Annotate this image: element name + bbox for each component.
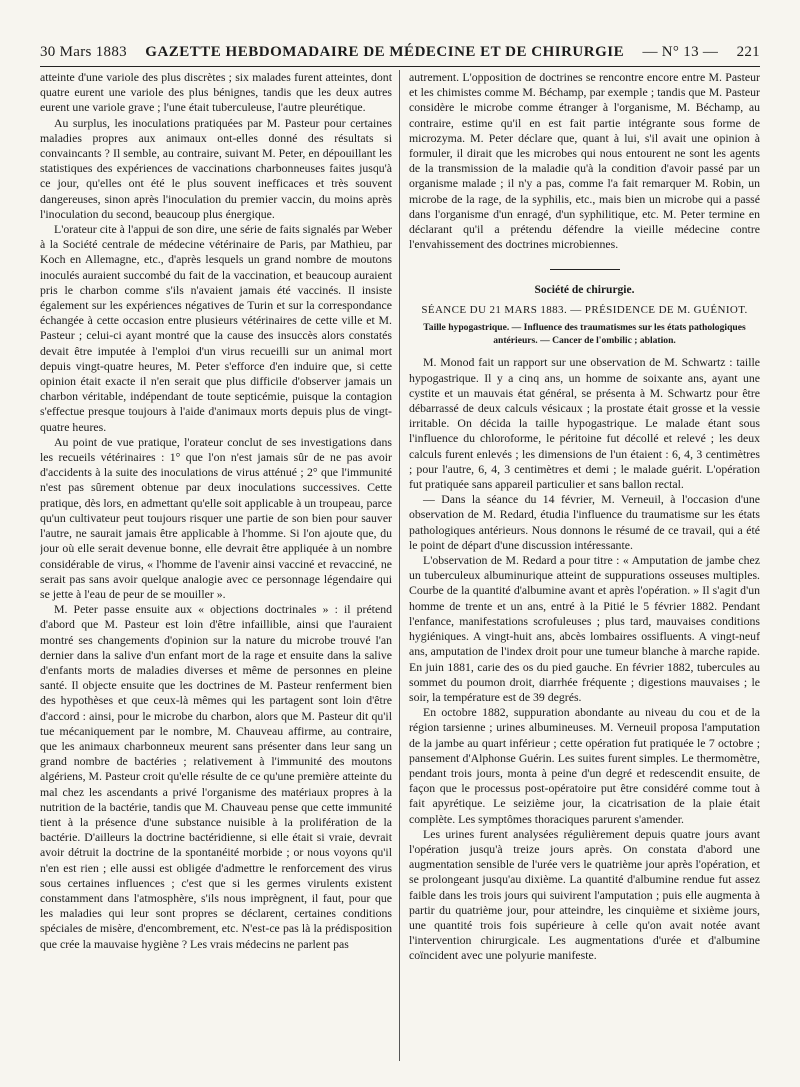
page-number: 221 [736, 44, 760, 60]
section-separator [550, 269, 620, 270]
paragraph: En octobre 1882, suppuration abondante au niveau du cou et de la région tarsienne ; urines albumineuses. M. Verneuil proposa l'amputation de la jambe au quart inférieur ; cette opération fut pratiquée le 7 octobre ; pansement d'Alphonse Guérin. Les suites furent simples. Le thermomètre, pendant trois jours, monta à peine d'un degré et redescendit ensuite, de façon que le processus post-opératoire put être considéré comme tout à fait apyrétique. Le seizième jour, la cicatrisation de la plaie était complète. Les symptômes thoraciques parurent s'amender. [409, 705, 760, 826]
section-title: Société de chirurgie. [534, 284, 635, 297]
page-header [40, 44, 760, 61]
paragraph: L'orateur cite à l'appui de son dire, une série de faits signalés par Weber à la Société centrale de médecine vétérinaire de Paris, par Mathieu, par Koch en Allemagne, etc., d'après lesquels un grand nombre de moutons inoculés auraient succombé du fait de la vaccination, et beaucoup auraient pris le charbon comme s'ils n'avaient jamais été vaccinés. Il insiste également sur les expériences négatives de Turin et sur la correspondance échangée à cette occasion entre plusieurs vétérinaires de cette ville et M. Pasteur ; celui-ci ayant montré que la cause des insuccès alors constatés devait être imputée à l'emploi d'un virus recueilli sur un animal mort depuis vingt-quatre heures, M. Peter s'efforce d'en induire que, si cette opinion était exacte il n'en serait que plus difficile d'observer jamais un charbon véritable, indépendant de toute septicémie, puisque la contagion s'effectue presque toujours à l'aide d'animaux morts depuis plus de vingt-quatre heures. [40, 222, 392, 434]
paragraph: Au surplus, les inoculations pratiquées par M. Pasteur pour certaines maladies propres aux animaux ont-elles donné des résultats si convaincants ? Il semble, au contraire, suivant M. Peter, en dépouillant les statistiques des expériences de vaccinations charbonneuses faites jusqu'à ce jour, qu'elles ont été le plus souvent inefficaces et très souvent dangereuses, sinon après l'inoculation du premier vaccin, du moins après l'inoculation du second, beaucoup plus énergique. [40, 115, 392, 221]
session-summary: Taille hypogastrique. — Influence des traumatismes sur les états pathologiques antérieurs. — Cancer de l'ombilic ; ablation. [423, 322, 746, 346]
left-column [40, 70, 400, 1061]
text-columns [40, 70, 760, 1061]
paragraph: M. Monod fait un rapport sur une observation de M. Schwartz : taille hypogastrique. Il y a cinq ans, un homme de soixante ans, ayant une cystite et un mauvais état général, se présenta à M. Schwartz pour être débarrassé de deux calculs vésicaux ; la prostate était grosse et la vessie irritable. On décida la taille hypogastrique. Le malade étant sous l'influence du chloroforme, le péritoine fut décollé et relevé ; les deux calculs furent enlevés ; les dimensions de l'un étaient : 6, 4, 3 centimètres ; pour l'autre, 6, 4, 3 centimètres et demi ; le malade guérit. L'opération fut pratiquée sans appareil particulier et sans ballon rectal. [409, 355, 760, 492]
session-line: SÉANCE DU 21 MARS 1883. — PRÉSIDENCE DE M. GUÉNIOT. [421, 304, 748, 317]
journal-title: GAZETTE HEBDOMADAIRE DE MÉDECINE ET DE CHIRURGIE [145, 44, 625, 60]
header-rule [40, 66, 760, 67]
issue-number: — N° 13 — [642, 44, 719, 60]
paragraph: — Dans la séance du 14 février, M. Verneuil, à l'occasion d'une observation de M. Redard, étudia l'influence du traumatisme sur les états pathologiques antérieurs. Nous donnons le résumé de ce travail, qui a été le point de départ d'une discussion intéressante. [409, 492, 760, 552]
right-column [400, 70, 760, 1061]
paragraph: Les urines furent analysées régulièrement depuis quatre jours avant l'opération jusqu'à treize jours après. On constata d'abord une augmentation sensible de l'urée vers le quatrième jour après l'opération, et se prolongeant jusqu'au dixième. La quantité d'albumine rendue fut assez faible dans les trois jours qui suivirent l'amputation ; puis elle augmenta à partir du quatrième jour, pour atteindre, les cinquième et sixième jours, une quantité trois fois supérieure à celle qu'on avait notée avant l'intervention chirurgicale. Les augmentations d'urée et d'albumine coïncident avec une polyurie manifeste. [409, 826, 760, 963]
header-date: 30 Mars 1883 [40, 44, 127, 60]
paragraph: atteinte d'une variole des plus discrètes ; six malades furent atteintes, dont quatre eurent une variole des plus bénignes, tandis que les deux autres eurent une variole grave ; l'une était tuberculeuse, l'autre pleurétique. [40, 70, 392, 115]
paragraph: Au point de vue pratique, l'orateur conclut de ses investigations dans les recueils vétérinaires : 1° que l'on n'est jamais sûr de ne pas avoir d'accidents à la suite des inoculations de virus atténué ; 2° que l'immunité n'est pas sûrement obtenue par deux inoculations successives. Cette pratique, dès lors, en admettant qu'elle soit applicable à un troupeau, parce qu'un cultivateur peut toujours risquer une partie de son bien pour sauver l'autre, ne saurait jamais être applicable à l'homme. Si l'on ajoute que, du jour où elle serait devenue bonne, elle devrait être appliquée à un nombre considérable de virus, « l'homme de l'avenir ainsi vacciné et revacciné, ne serait pas sans avoir quelque analogie avec ce personnage légendaire qui se jette à l'eau de peur de se mouiller ». [40, 434, 392, 601]
paragraph: L'observation de M. Redard a pour titre : « Amputation de jambe chez un tuberculeux albuminurique atteint de suppurations osseuses multiples. Courbe de la quantité d'albumine avant et après l'opération. » Il s'agit d'un homme de trente et un ans, entré à la Pitié le 5 février 1882. Pendant l'enfance, manifestations scrofuleuses ; plus tard, mauvaises conditions hygiéniques. A vingt-huit ans, abcès lombaires ossifluents. A vingt-neuf ans, amputation de l'index droit pour une tumeur blanche à marche rapide. En juin 1881, carie des os du pied gauche. En février 1882, tubercules au sommet du poumon droit, diarrhée fréquente ; digestions mauvaises ; le soir, la température est de 39 degrés. [409, 553, 760, 704]
paragraph: M. Peter passe ensuite aux « objections doctrinales » : il prétend d'abord que M. Pasteur est loin d'être infaillible, ainsi que l'auraient montré ses changements d'opinion sur la nature du microbe trouvé l'an dernier dans la salive d'un enfant mort de la rage et ensuite dans la salive d'enfants morts de maladies diverses et même de personnes en pleine santé. Il objecte ensuite que les doctrines de M. Pasteur renferment bien des hypothèses et que ceux-là mêmes qui les partagent sont loin d'être d'accord : ainsi, pour le microbe du charbon, alors que M. Pasteur dit qu'il tue mécaniquement par le nombre, M. Chauveau affirme, au contraire, que les animaux charbonneux meurent sans présenter dans leur sang un grand nombre de bactéries ; relativement à l'immunité des moutons algériens, M. Pasteur croit qu'elle résulte de ce qu'une première atteinte du mal chez les ascendants a privé l'organisme des matériaux propres à la nutrition de la bactérie, tandis que M. Chauveau pense que cette immunité tient à la présence d'une substance nuisible à la prolifération de la bactérie. D'ailleurs la doctrine bactéridienne, si elle était si vraie, devrait avoir détruit la doctrine de la spontanéité morbide ; or nous voyons qu'il n'en est rien ; elle aussi est obligée d'admettre le renforcement des virus sous certaines influences ; c'est que si les germes virulents existent constamment dans l'atmosphère, s'ils nous imprègnent, il faut, pour que les maladies qui leur sont propres se déclarent, certaines conditions spéciales de misère, d'encombrement, etc. N'est-ce pas là la prédisposition que crée la mauvaise hygiène ? Les vrais médecins ne parlent pas [40, 602, 392, 951]
paragraph: autrement. L'opposition de doctrines se rencontre encore entre M. Pasteur et les chimistes comme M. Béchamp, par exemple ; tandis que M. Pasteur considère le microbe comme étranger à l'organisme, M. Béchamp, au contraire, estime qu'il en est fait partie intégrante sous forme de microzyma. M. Peter déclare que, quant à lui, s'il avait une opinion à formuler, il dirait que les microbes qui nous entourent ne sont les agents de la transmission de la maladie qu'à la condition d'avoir passé par un organisme malade ; il n'y a pas, comme l'a fait remarquer M. Robin, un microbe de la rage, de la syphilis, etc., mais bien un microbe qui a passé dans l'organisme d'un enragé, d'un syphilitique, etc. M. Peter termine en déclarant qu'il a prétendu défendre la vieille médecine contre l'envahissement des doctrines microbiennes. [409, 70, 760, 252]
